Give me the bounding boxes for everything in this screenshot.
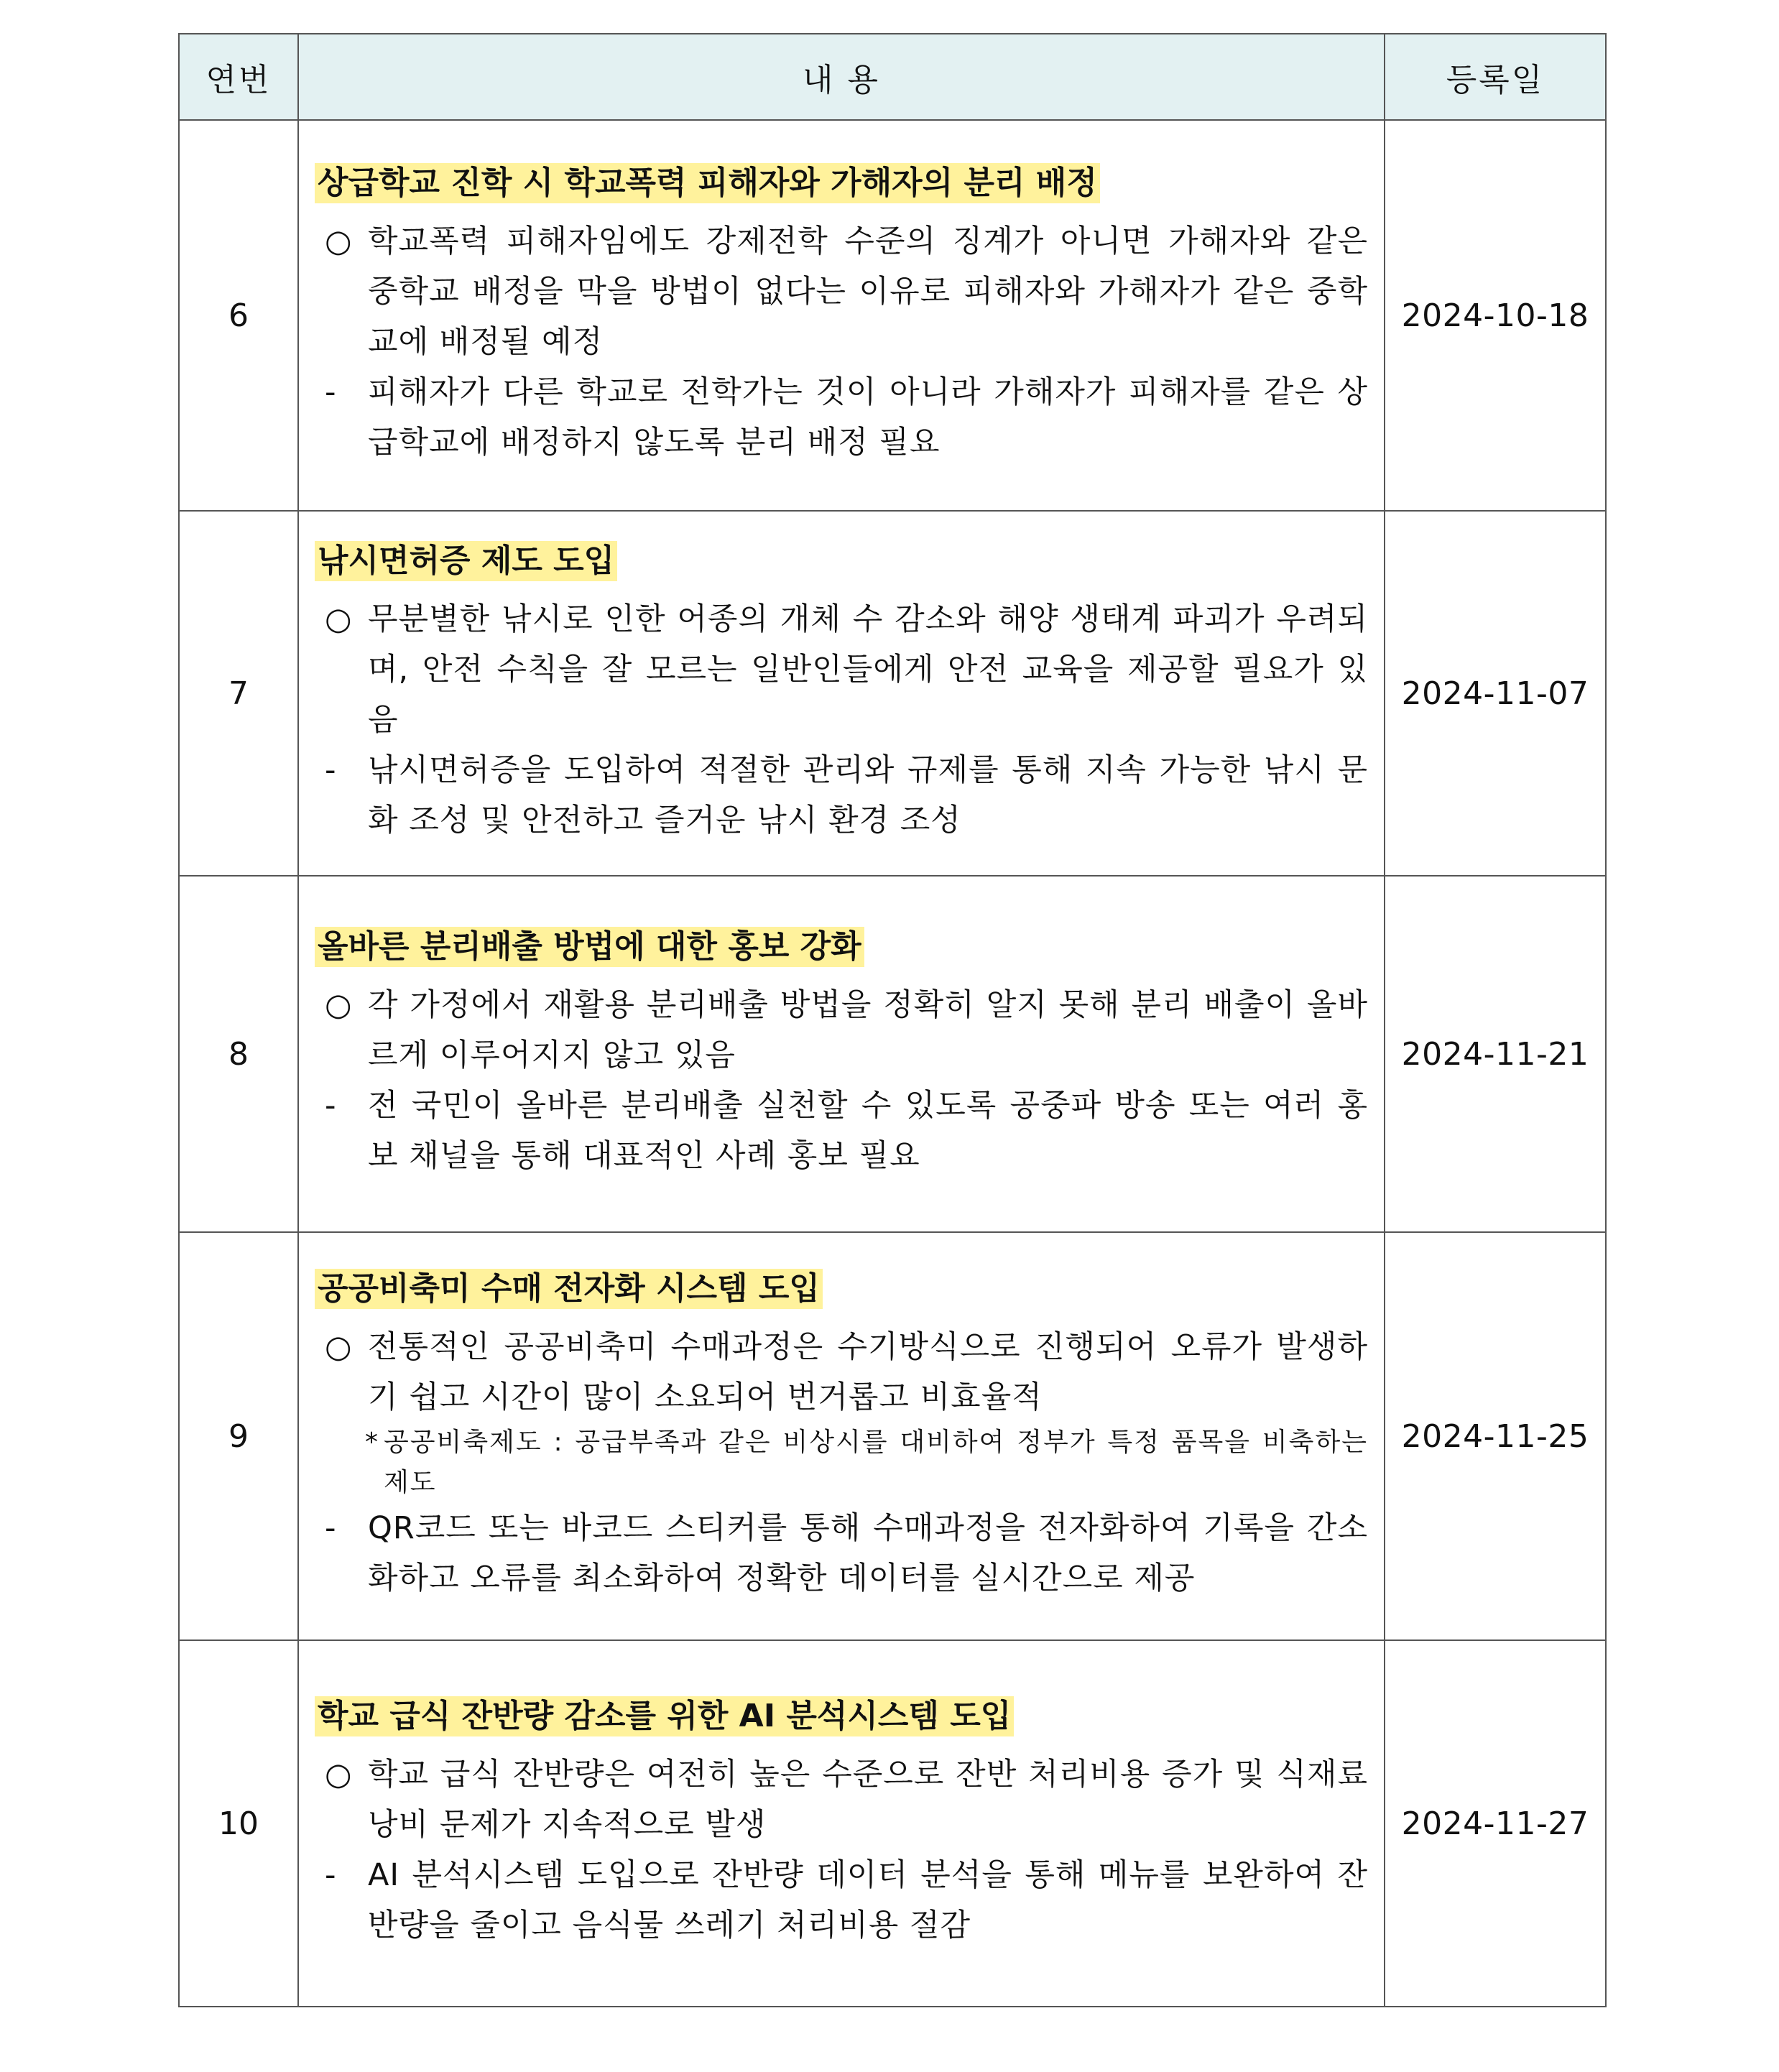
row-content	[298, 511, 1385, 876]
circle-item	[315, 216, 1368, 367]
circle-bullet: ○	[325, 223, 352, 259]
dash-text: 낚시면허증을 도입하여 적절한 관리와 규제를 통해 지속 가능한 낚시 문화 조성 및 안전하고 즐거운 낚시 환경 조성	[368, 752, 1368, 838]
row-number: 8	[179, 876, 298, 1232]
dash-text: AI 분석시스템 도입으로 잔반량 데이터 분석을 통해 메뉴를 보완하여 잔반량을 줄이고 음식물 쓰레기 처리비용 절감	[368, 1857, 1368, 1943]
circle-bullet: ○	[325, 601, 352, 637]
row-title: 올바른 분리배출 방법에 대한 홍보 강화	[315, 927, 864, 967]
row-title: 학교 급식 잔반량 감소를 위한 AI 분석시스템 도입	[315, 1696, 1014, 1736]
circle-item	[315, 1322, 1368, 1423]
dash-text: QR코드 또는 바코드 스티커를 통해 수매과정을 전자화하여 기록을 간소화하고 오류를 최소화하여 정확한 데이터를 실시간으로 제공	[368, 1510, 1368, 1596]
circle-text: 전통적인 공공비축미 수매과정은 수기방식으로 진행되어 오류가 발생하기 쉽고 시간이 많이 소요되어 번거롭고 비효율적	[368, 1329, 1368, 1415]
row-title: 낚시면허증 제도 도입	[315, 541, 617, 581]
asterisk-bullet: *	[365, 1428, 378, 1457]
header-date: 등록일	[1385, 34, 1606, 120]
dash-bullet: -	[325, 374, 336, 410]
circle-bullet: ○	[325, 1329, 352, 1365]
row-title: 공공비축미 수매 전자화 시스템 도입	[315, 1269, 823, 1309]
row-date: 2024-11-25	[1385, 1232, 1606, 1640]
header-no: 연번	[179, 34, 298, 120]
row-content	[298, 1640, 1385, 2007]
row-content	[298, 876, 1385, 1232]
circle-bullet: ○	[325, 987, 352, 1023]
proposal-table	[178, 33, 1607, 2007]
table-row	[179, 1232, 1606, 1640]
circle-text: 학교폭력 피해자임에도 강제전학 수준의 징계가 아니면 가해자와 같은 중학교 배정을 막을 방법이 없다는 이유로 피해자와 가해자가 같은 중학교에 배정될 예정	[368, 223, 1368, 360]
table-row	[179, 511, 1606, 876]
dash-item	[315, 367, 1368, 468]
table-row	[179, 120, 1606, 511]
header-row	[179, 34, 1606, 120]
row-number: 7	[179, 511, 298, 876]
row-number: 10	[179, 1640, 298, 2007]
dash-bullet: -	[325, 752, 336, 788]
footnote-item	[315, 1423, 1368, 1503]
dash-text: 전 국민이 올바른 분리배출 실천할 수 있도록 공중파 방송 또는 여러 홍보 채널을 통해 대표적인 사례 홍보 필요	[368, 1088, 1368, 1174]
row-content	[298, 1232, 1385, 1640]
dash-item	[315, 1081, 1368, 1181]
circle-bullet: ○	[325, 1757, 352, 1793]
dash-item	[315, 745, 1368, 846]
circle-item	[315, 980, 1368, 1081]
row-date: 2024-11-21	[1385, 876, 1606, 1232]
dash-bullet: -	[325, 1510, 336, 1546]
row-date: 2024-11-27	[1385, 1640, 1606, 2007]
dash-bullet: -	[325, 1088, 336, 1124]
circle-text: 학교 급식 잔반량은 여전히 높은 수준으로 잔반 처리비용 증가 및 식재료 낭비 문제가 지속적으로 발생	[368, 1757, 1368, 1843]
row-date: 2024-10-18	[1385, 120, 1606, 511]
row-title: 상급학교 진학 시 학교폭력 피해자와 가해자의 분리 배정	[315, 163, 1100, 203]
circle-item	[315, 1749, 1368, 1850]
table-row	[179, 1640, 1606, 2007]
header-content: 내 용	[298, 34, 1385, 120]
table-row	[179, 876, 1606, 1232]
row-number: 6	[179, 120, 298, 511]
dash-item	[315, 1850, 1368, 1951]
footnote-text: 공공비축제도 : 공급부족과 같은 비상시를 대비하여 정부가 특정 품목을 비축하는 제도	[384, 1428, 1368, 1497]
circle-text: 각 가정에서 재활용 분리배출 방법을 정확히 알지 못해 분리 배출이 올바르게 이루어지지 않고 있음	[368, 987, 1368, 1073]
circle-text: 무분별한 낚시로 인한 어종의 개체 수 감소와 해양 생태계 파괴가 우려되며, 안전 수칙을 잘 모르는 일반인들에게 안전 교육을 제공할 필요가 있음	[368, 601, 1368, 738]
dash-bullet: -	[325, 1857, 336, 1893]
row-number: 9	[179, 1232, 298, 1640]
dash-text: 피해자가 다른 학교로 전학가는 것이 아니라 가해자가 피해자를 같은 상급학교에 배정하지 않도록 분리 배정 필요	[368, 374, 1368, 461]
row-date: 2024-11-07	[1385, 511, 1606, 876]
dash-item	[315, 1503, 1368, 1604]
circle-item	[315, 594, 1368, 745]
row-content	[298, 120, 1385, 511]
